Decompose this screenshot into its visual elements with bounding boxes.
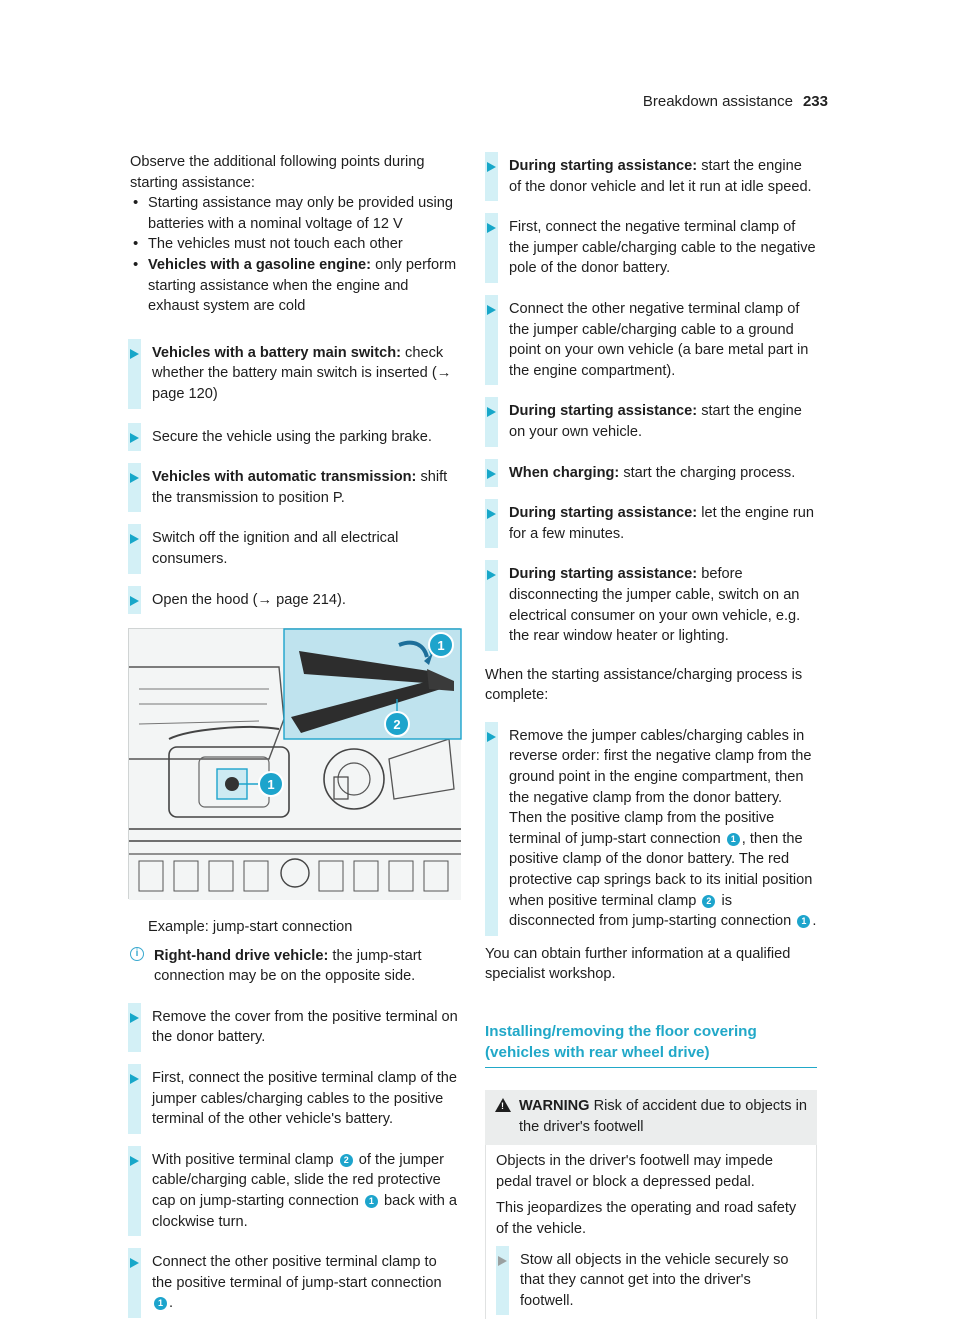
bullet-item xyxy=(128,234,460,255)
arrow-icon xyxy=(487,407,496,417)
step-text: , then the positive clamp of the donor battery. The red protective cap springs back to its initial position when positive terminal clamp xyxy=(509,830,813,909)
step-text: Switch off the ignition and all electrical consumers. xyxy=(152,530,399,567)
step-text: start the engine of the donor vehicle and let it run at idle speed. xyxy=(509,158,812,195)
arrow-icon xyxy=(130,1074,139,1084)
warning-body xyxy=(485,1145,817,1319)
step-item xyxy=(128,1252,460,1314)
warning-text: Objects in the driver's footwell may impede pedal travel or block a depressed pedal. xyxy=(496,1153,773,1190)
step-bold: During starting assistance: xyxy=(509,566,698,583)
section-heading: Installing/removing the floor covering (vehicles with rear wheel drive) xyxy=(485,1021,817,1068)
header-title: Breakdown assistance xyxy=(642,93,793,110)
arrow-icon xyxy=(487,305,496,315)
step-item xyxy=(128,427,460,448)
step-bold: Vehicles with a battery main switch: xyxy=(152,344,401,361)
figure-caption: Example: jump-start connection xyxy=(148,919,353,936)
arrow-icon xyxy=(487,509,496,519)
bullet-text: Starting assistance may only be provided using batteries with a nominal voltage of 12 V xyxy=(148,195,454,232)
arrow-icon xyxy=(130,534,139,544)
step-text: Remove the cover from the positive terminal on the donor battery. xyxy=(152,1008,458,1046)
step-text: First, connect the negative terminal clamp of the jumper cable/charging cable to the negative pole of the donor battery. xyxy=(509,219,816,277)
callout-badge: 2 xyxy=(340,1154,353,1167)
arrow-icon xyxy=(498,1256,507,1266)
arrow-icon xyxy=(130,349,139,359)
step-item xyxy=(128,1007,460,1048)
arrow-icon xyxy=(130,1156,139,1166)
bullet-item xyxy=(128,255,460,317)
step-item xyxy=(485,299,817,381)
step-item xyxy=(128,1150,460,1232)
info-icon: i xyxy=(130,947,144,961)
callout-badge: 1 xyxy=(727,833,740,846)
arrow-icon xyxy=(487,223,496,233)
callout-1-main xyxy=(259,772,283,796)
step-bold: When charging: xyxy=(509,464,620,481)
arrow-icon xyxy=(130,1013,139,1023)
svg-text:1: 1 xyxy=(437,638,445,654)
step-item xyxy=(485,401,817,442)
step-text: back with a clockwise turn. xyxy=(152,1193,457,1230)
arrow-icon xyxy=(130,433,139,443)
callout-badge: 1 xyxy=(154,1297,167,1310)
step-item xyxy=(485,564,817,646)
step-bold: During starting assistance: xyxy=(509,158,698,174)
info-text: You can obtain further information at a qualified specialist workshop. xyxy=(485,945,791,983)
warning-title: Risk of accident due to objects in the driver's footwell xyxy=(519,1098,807,1135)
bullet-item xyxy=(128,193,460,234)
step-item xyxy=(485,463,817,484)
step-text: Open the hood (→ page 214). xyxy=(152,591,346,608)
callout-badge: 2 xyxy=(702,895,715,908)
completion-intro: When the starting assistance/charging process is complete: xyxy=(485,666,803,704)
step-bold: During starting assistance: xyxy=(509,403,698,420)
arrow-icon xyxy=(487,469,496,479)
warning-triangle-icon: ! xyxy=(495,1098,511,1112)
warning-label: WARNING xyxy=(519,1098,590,1114)
step-text: shift the transmission to position P. xyxy=(152,469,448,506)
note-text: the jump-start connection may be on the opposite side. xyxy=(154,947,422,985)
step-text: . xyxy=(812,913,817,930)
bullet-text: The vehicles must not touch each other xyxy=(148,236,403,253)
step-text: Secure the vehicle using the parking brake. xyxy=(152,428,432,445)
step-text: Remove the jumper cables/charging cables in reverse order: first the negative clamp from the ground point in the engine compartment, then the negative clamp from the donor battery. Then the positive clamp from the positive terminal of jump-start connection xyxy=(509,727,812,847)
step-text: Stow all objects in the vehicle securely so that they cannot get into the driver's footwell. xyxy=(520,1251,789,1309)
step-text: . xyxy=(169,1295,174,1312)
step-item xyxy=(485,156,817,197)
arrow-icon xyxy=(130,473,139,483)
callout-2-inset xyxy=(385,712,409,736)
step-bold: During starting assistance: xyxy=(509,505,698,522)
step-text: With positive terminal clamp xyxy=(152,1151,338,1168)
note-item xyxy=(128,946,460,987)
engine-illustration xyxy=(129,629,461,900)
step-text: let the engine run for a few minutes. xyxy=(509,505,814,542)
arrow-icon xyxy=(487,732,496,742)
step-text: check whether the battery main switch is inserted (→ page 120) xyxy=(152,344,452,402)
arrow-icon xyxy=(130,1258,139,1268)
arrow-icon xyxy=(487,570,496,580)
step-text: Connect the other positive terminal clamp to the positive terminal of jump-start connection xyxy=(152,1254,442,1291)
step-item xyxy=(128,1068,460,1130)
step-item xyxy=(485,503,817,544)
callout-1-inset xyxy=(429,633,453,657)
arrow-icon xyxy=(487,162,496,172)
warning-box xyxy=(485,1090,817,1319)
step-item xyxy=(128,590,460,611)
svg-text:1: 1 xyxy=(267,777,275,793)
note-bold: Right-hand drive vehicle: xyxy=(154,947,329,964)
step-text: start the charging process. xyxy=(619,464,796,481)
warning-header xyxy=(485,1090,817,1145)
step-item xyxy=(485,726,817,932)
step-text: before disconnecting the jumper cable, switch on an electrical consumer on your own vehicle, e.g. the rear window heater or lighting. xyxy=(509,566,801,645)
page-header xyxy=(643,92,828,113)
callout-badge: 1 xyxy=(797,915,810,928)
bullet-text: only perform starting assistance when the engine and exhaust system are cold xyxy=(148,256,457,315)
step-item xyxy=(128,343,460,405)
bullet-list xyxy=(128,193,460,317)
arrow-icon xyxy=(130,596,139,606)
step-text: is disconnected from jump-starting connection xyxy=(509,892,796,930)
page-number: 233 xyxy=(802,93,828,110)
step-text: start the engine on your own vehicle. xyxy=(509,403,802,440)
left-column xyxy=(128,152,460,1314)
svg-text:2: 2 xyxy=(393,717,401,733)
callout-badge: 1 xyxy=(365,1195,378,1208)
step-item xyxy=(128,528,460,569)
step-text: Connect the other negative terminal clamp of the jumper cable/charging cable to a ground point on your own vehicle (a bare metal part in the engine compartment). xyxy=(509,300,809,379)
step-item xyxy=(485,217,817,279)
step-text: of the jumper cable/charging cable, slide the red protective cap on jump-starting connection xyxy=(152,1151,444,1210)
step-item xyxy=(496,1250,806,1312)
bullet-bold: Vehicles with a gasoline engine: xyxy=(148,256,372,273)
engine-compartment-figure xyxy=(128,628,460,899)
intro-text: Observe the additional following points during starting assistance: xyxy=(130,154,425,191)
step-item xyxy=(128,467,460,508)
step-bold: Vehicles with automatic transmission: xyxy=(152,469,417,486)
step-text: First, connect the positive terminal clamp of the jumper cables/charging cables to the positive terminal of the other vehicle's battery. xyxy=(152,1070,457,1128)
right-column xyxy=(485,152,817,1319)
warning-text: This jeopardizes the operating and road safety of the vehicle. xyxy=(496,1200,797,1237)
